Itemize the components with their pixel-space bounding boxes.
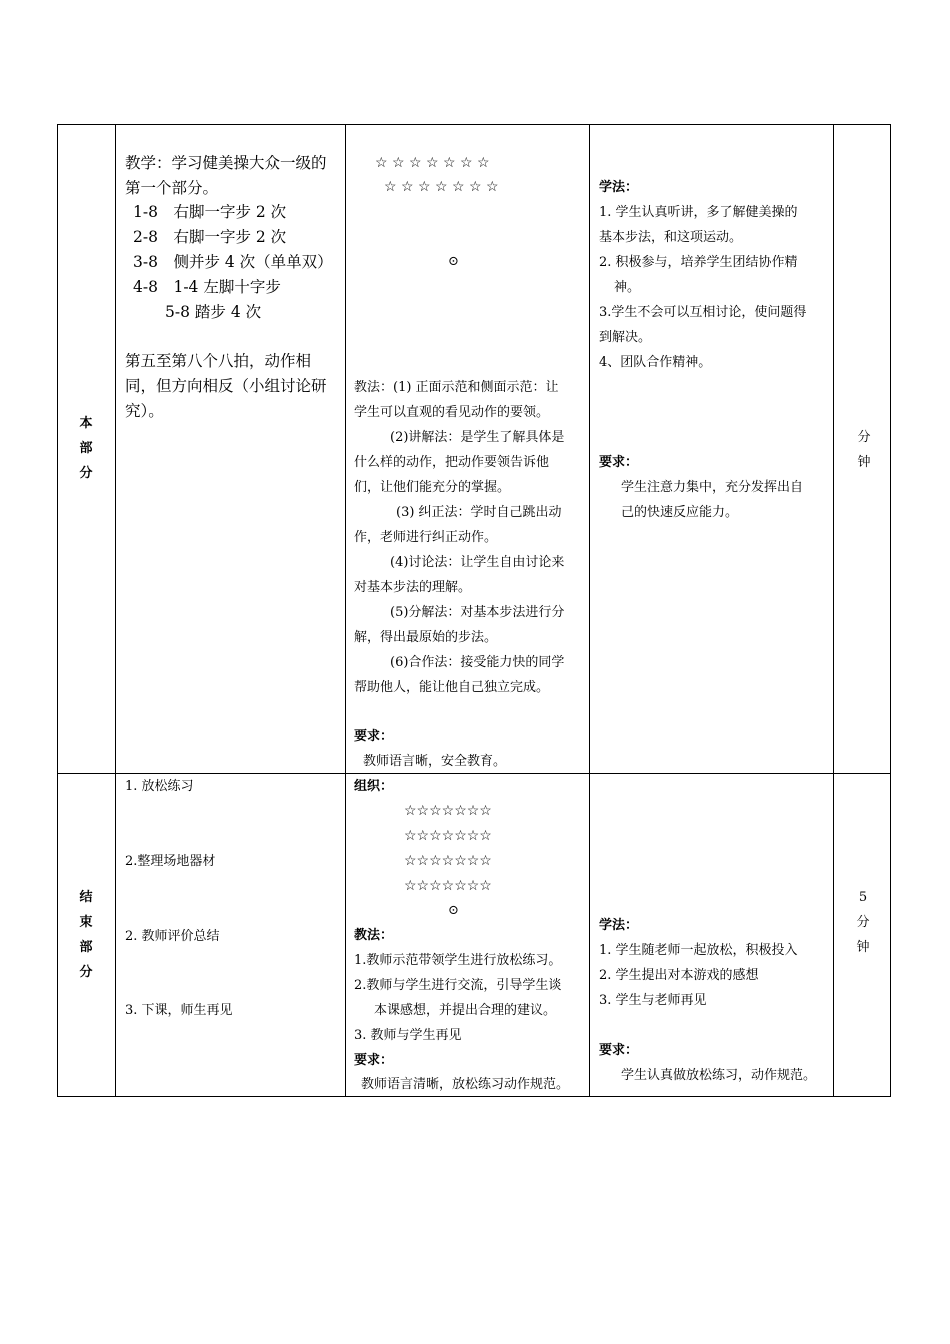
method-line: (5)分解法：对基本步法进行分 [390,605,565,620]
method-line: 帮助他人，能让他自己独立完成。 [354,680,550,695]
step-item: 4-8 1-4 左脚十字步 [133,278,281,296]
end-item: 2.整理场地器材 [125,854,216,869]
teacher-position-icon: ⊙ [448,254,459,269]
col-divider [589,125,590,1096]
method-line: (2)讲解法：是学生了解具体是 [390,430,565,445]
step-item: 1-8 右脚一字步 2 次 [133,203,287,221]
lesson-plan-table: 本 部 分 教学：学习健美操大众一级的 第一个部分。 1-8 右脚一字步 2 次 2-8 右脚一字步 2 次 3-8 侧并步 4 次（单单双） 4-8 1-4 左脚十字步 5-8 踏步 4 次 第五至第八个八拍，动作相 同，但方向相反（小组讨论研 究）。 ☆ ☆ ☆ ☆ ☆ ☆ ☆ ☆ ☆ ☆ ☆ ☆ ☆ ☆ ⊙ 教法：(1) 正面示范和侧面示范：让 学生可以直观的看见动作的要领。 (2)讲解法：是学生了解具体是 什么样的动作，把动作要领告诉他 们，让他们能充分的掌握。 (3) 纠正法：学时自己跳出动 作，老师进行纠正动作。 (4)讨论法：让学生自由讨论来 对基本步法的理解。 (5)分解法：对基本步法进行分 解，得出最原始的步法。 (6)合作法：接受能力快的同学 帮助他人，能让他自己独立完成。 要求： 教师语言晰，安全教育。 学法： 1. 学生认真听讲，多了解健美操的 基本步法，和这项运动。 2. 积极参与，培养学生团结协作精 神。 3.学生不会可以互相讨论，使问题得 到解决。 4、团队合作精神。 要求： 学生注意力集中，充分发挥出自 己的快速反应能力。 分 钟 结 束 部 分 1. 放松练习 2.整理场地器材 2. 教师评价总结 3. 下课，师生再见 组织： ☆☆☆☆☆☆☆ ☆☆☆☆☆☆☆ ☆☆☆☆☆☆☆ ☆☆☆☆☆☆☆ ⊙ 教法： 1.教师示范带领学生进行放松练习。 2.教师与学生进行交流，引导学生谈 本课感想，并提出合理的建议。 3. 教师与学生再见 要求： 教师语言清晰，放松练习动作规范。 学法： 1. 学生随老师一起放松，积极投入 2. 学生提出对本游戏的感想 3. 学生与老师再见 要求： 学生认真做放松练习，动作规范。 5 分 钟 [57,124,891,1097]
note-line: 究）。 [125,402,164,420]
method-line: (4)讨论法：让学生自由讨论来 [390,555,565,570]
method-line: 对基本步法的理解。 [354,580,472,595]
end-item: 1. 放松练习 [125,779,194,794]
methods-label: 教法： [354,928,394,943]
study-label: 学法： [599,918,639,933]
method-line: 解，得出最原始的步法。 [354,630,498,645]
note-line: 同，但方向相反（小组讨论研 [125,377,327,395]
study-line: 3. 学生与老师再见 [599,993,707,1008]
study-requirement-text: 学生认真做放松练习，动作规范。 [621,1068,817,1083]
requirement-label: 要求： [354,1053,394,1068]
study-line: 神。 [614,280,641,295]
content-title-cont: 第一个部分。 [125,179,219,197]
method-line: (3) 纠正法：学时自己跳出动 [396,505,562,520]
method-line: 2.教师与学生进行交流，引导学生谈 [354,978,562,993]
step-item: 5-8 踏步 4 次 [165,303,262,321]
formation-row: ☆☆☆☆☆☆☆ [404,803,492,819]
study-line: 1. 学生认真听讲，多了解健美操的 [599,205,798,220]
formation-row: ☆☆☆☆☆☆☆ [404,853,492,869]
content-title: 教学：学习健美操大众一级的 [125,154,327,172]
col-divider [115,125,116,1096]
method-line: 1.教师示范带领学生进行放松练习。 [354,953,562,968]
row-divider [58,773,890,774]
study-requirement-label: 要求： [599,455,639,470]
study-line: 2. 积极参与，培养学生团结协作精 [599,255,798,270]
organization-label: 组织： [354,779,394,794]
formation-row: ☆☆☆☆☆☆☆ [404,828,492,844]
study-label: 学法： [599,180,639,195]
end-item: 3. 下课，师生再见 [125,1003,233,1018]
study-line: 到解决。 [599,330,652,345]
teacher-position-icon: ⊙ [448,903,459,918]
method-line: 什么样的动作，把动作要领告诉他 [354,455,550,470]
method-line: 本课感想，并提出合理的建议。 [374,1003,557,1018]
study-line: 1. 学生随老师一起放松，积极投入 [599,943,798,958]
method-line: (6)合作法：接受能力快的同学 [390,655,565,670]
requirement-text: 教师语言晰，安全教育。 [363,754,507,769]
col-divider [833,125,834,1096]
study-line: 3.学生不会可以互相讨论，使问题得 [599,305,807,320]
method-line: 教法：(1) 正面示范和侧面示范：让 [354,380,559,395]
requirement-label: 要求： [354,729,394,744]
note-line: 第五至第八个八拍，动作相 [125,352,312,370]
study-requirement-line: 己的快速反应能力。 [621,505,739,520]
method-line: 们，让他们能充分的掌握。 [354,480,511,495]
study-requirement-label: 要求： [599,1043,639,1058]
formation-row: ☆ ☆ ☆ ☆ ☆ ☆ ☆ [375,155,490,171]
study-line: 2. 学生提出对本游戏的感想 [599,968,759,983]
step-item: 2-8 右脚一字步 2 次 [133,228,287,246]
method-line: 作，老师进行纠正动作。 [354,530,498,545]
col-divider [345,125,346,1096]
study-line: 4、团队合作精神。 [599,355,712,370]
method-line: 3. 教师与学生再见 [354,1028,462,1043]
requirement-text: 教师语言清晰，放松练习动作规范。 [361,1077,570,1092]
end-item: 2. 教师评价总结 [125,929,220,944]
formation-row: ☆ ☆ ☆ ☆ ☆ ☆ ☆ [384,179,499,195]
method-line: 学生可以直观的看见动作的要领。 [354,405,550,420]
study-line: 基本步法，和这项运动。 [599,230,743,245]
study-requirement-line: 学生注意力集中，充分发挥出自 [621,480,804,495]
step-item: 3-8 侧并步 4 次（单单双） [133,253,333,271]
formation-row: ☆☆☆☆☆☆☆ [404,878,492,894]
